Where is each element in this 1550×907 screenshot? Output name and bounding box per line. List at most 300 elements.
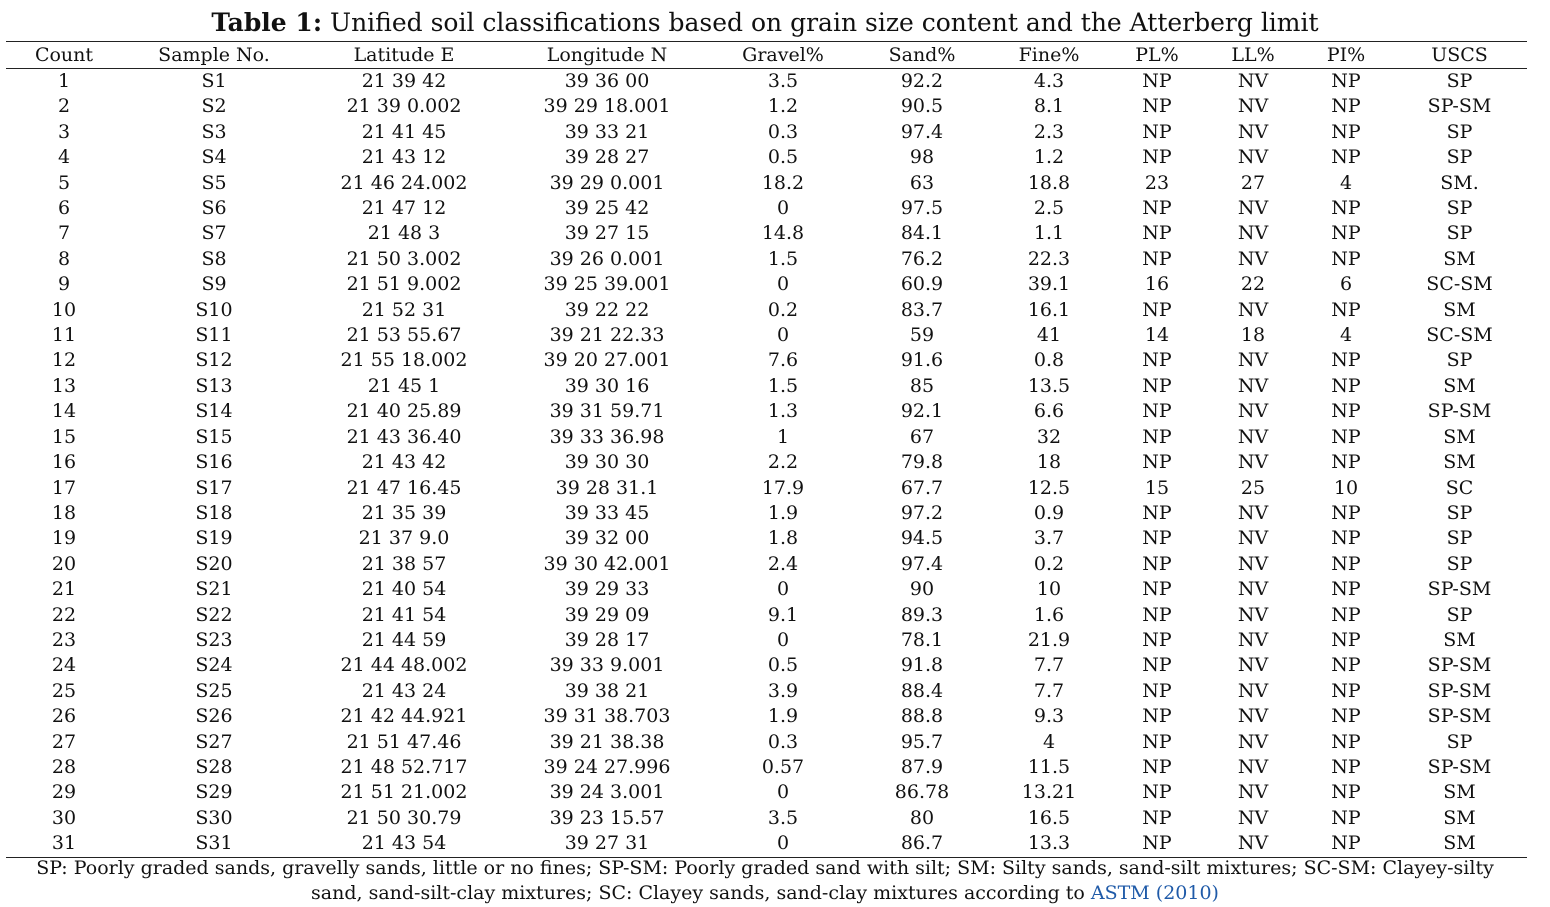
table-cell: NV xyxy=(1237,679,1269,702)
table-row xyxy=(6,196,1527,221)
table-cell: S10 xyxy=(195,298,233,321)
table-cell: 0.5 xyxy=(767,146,799,169)
table-cell: SP-SM xyxy=(1427,95,1492,118)
table-cell: SP-SM xyxy=(1427,400,1492,423)
table-cell: 1 xyxy=(57,70,71,92)
table-row xyxy=(6,476,1527,501)
table-cell: 4 xyxy=(57,146,71,169)
table-cell: 13 xyxy=(51,374,77,397)
table-cell: 14 xyxy=(51,400,77,423)
table-cell: 16 xyxy=(51,451,77,474)
table-cell: NP xyxy=(1142,705,1172,728)
table-cell: 16.1 xyxy=(1027,298,1071,321)
table-cell: 25 xyxy=(51,679,77,702)
table-cell: 18.2 xyxy=(761,171,805,194)
table-cell: SM. xyxy=(1440,171,1479,194)
table-cell: 25 xyxy=(1240,476,1266,499)
table-cell: 5 xyxy=(57,171,71,194)
table-cell: NP xyxy=(1142,247,1172,270)
table-cell: 2.5 xyxy=(1033,197,1065,220)
table-cell: 3.5 xyxy=(767,70,799,92)
table-cell: S20 xyxy=(195,552,233,575)
table-cell: 90.5 xyxy=(900,95,944,118)
table-cell: S16 xyxy=(195,451,233,474)
table-cell: NP xyxy=(1142,603,1172,626)
table-cell: NV xyxy=(1237,527,1269,550)
table-cell: 22.3 xyxy=(1027,247,1071,270)
table-cell: SM xyxy=(1443,298,1476,321)
table-cell: 39 26 0.001 xyxy=(549,247,665,270)
table-cell: 67.7 xyxy=(900,476,944,499)
table-cell: SP-SM xyxy=(1427,679,1492,702)
table-cell: 86.7 xyxy=(900,832,944,855)
table-cell: 1.3 xyxy=(767,400,799,423)
table-cell: NP xyxy=(1142,832,1172,855)
table-cell: NP xyxy=(1142,578,1172,601)
table-cell: 1 xyxy=(776,425,790,448)
table-cell: SP xyxy=(1446,120,1473,143)
table-cell: 21 40 54 xyxy=(361,578,447,601)
table-cell: NP xyxy=(1331,501,1361,524)
table-row xyxy=(6,323,1527,348)
table-cell: 26 xyxy=(51,705,77,728)
table-cell: 32 xyxy=(1036,425,1062,448)
table-cell: 21 43 42 xyxy=(361,451,447,474)
table-cell: NP xyxy=(1331,679,1361,702)
table-cell: NP xyxy=(1142,374,1172,397)
table-cell: 0.3 xyxy=(767,120,799,143)
table-cell: 21 35 39 xyxy=(361,501,447,524)
table-cell: 3.7 xyxy=(1033,527,1065,550)
table-cell: 39 30 30 xyxy=(564,451,650,474)
table-row xyxy=(6,501,1527,526)
table-row xyxy=(6,272,1527,297)
table-row xyxy=(6,730,1527,755)
table-row xyxy=(6,425,1527,450)
table-cell: 67 xyxy=(909,425,935,448)
table-cell: 1.1 xyxy=(1033,222,1065,245)
table-cell: 13.3 xyxy=(1027,832,1071,855)
table-cell: 97.2 xyxy=(900,501,944,524)
table-cell: NV xyxy=(1237,628,1269,651)
table-cell: 6.6 xyxy=(1033,400,1065,423)
table-row xyxy=(6,221,1527,246)
table-cell: NP xyxy=(1331,400,1361,423)
table-cell: 21 52 31 xyxy=(361,298,447,321)
table-cell: S1 xyxy=(201,70,227,92)
table-cell: 9.3 xyxy=(1033,705,1065,728)
table-cell: NP xyxy=(1142,349,1172,372)
table-cell: 23 xyxy=(1144,171,1170,194)
table-cell: NP xyxy=(1331,832,1361,855)
table-cell: NP xyxy=(1331,755,1361,778)
table-footnote xyxy=(10,856,1520,906)
table-caption: Unified soil classifications based on grain size content and the Atterberg limit xyxy=(322,8,1319,37)
table-cell: S2 xyxy=(201,95,227,118)
table-cell: SM xyxy=(1443,247,1476,270)
table-cell: 30 xyxy=(51,806,77,829)
table-cell: 94.5 xyxy=(900,527,944,550)
table-cell: SP-SM xyxy=(1427,654,1492,677)
table-cell: 0 xyxy=(776,197,790,220)
table-cell: 0 xyxy=(776,832,790,855)
table-cell: 88.4 xyxy=(900,679,944,702)
table-cell: 1.9 xyxy=(767,501,799,524)
table-cell: 98 xyxy=(909,146,935,169)
table-cell: NV xyxy=(1237,603,1269,626)
table-cell: S12 xyxy=(195,349,233,372)
table-cell: NV xyxy=(1237,451,1269,474)
table-cell: 18 xyxy=(51,501,77,524)
table-cell: 21 43 54 xyxy=(361,832,447,855)
table-row xyxy=(6,679,1527,704)
table-cell: 21 50 3.002 xyxy=(346,247,462,270)
table-cell: NP xyxy=(1331,451,1361,474)
table-cell: NP xyxy=(1331,781,1361,804)
table-cell: NP xyxy=(1142,451,1172,474)
table-cell: S11 xyxy=(195,324,233,347)
table-cell: S29 xyxy=(195,781,233,804)
table-cell: 16.5 xyxy=(1027,806,1071,829)
column-header: PI% xyxy=(1326,44,1366,66)
table-cell: 7.7 xyxy=(1033,654,1065,677)
table-row xyxy=(6,171,1527,196)
table-cell: 83.7 xyxy=(900,298,944,321)
table-cell: S22 xyxy=(195,603,233,626)
table-cell: 23 xyxy=(51,628,77,651)
table-cell: 39 31 38.703 xyxy=(543,705,671,728)
table-row xyxy=(6,298,1527,323)
table-cell: 21.9 xyxy=(1027,628,1071,651)
table-cell: S25 xyxy=(195,679,233,702)
table-cell: 21 51 47.46 xyxy=(346,730,462,753)
table-cell: SP xyxy=(1446,146,1473,169)
table-cell: 78.1 xyxy=(900,628,944,651)
table-cell: NP xyxy=(1331,552,1361,575)
table-cell: NP xyxy=(1331,527,1361,550)
table-cell: 21 44 48.002 xyxy=(340,654,468,677)
table-cell: NP xyxy=(1142,120,1172,143)
table-cell: 21 48 3 xyxy=(367,222,441,245)
table-cell: NP xyxy=(1331,349,1361,372)
table-cell: SM xyxy=(1443,628,1476,651)
table-cell: 2.3 xyxy=(1033,120,1065,143)
table-cell: 7 xyxy=(57,222,71,245)
table-cell: S7 xyxy=(201,222,227,245)
table-cell: 59 xyxy=(909,324,935,347)
table-cell: 21 37 9.0 xyxy=(358,527,450,550)
footnote-text: SP: Poorly graded sands, gravelly sands, little or no fines; SP-SM: Poorly graded sand with silt; SM: Silty sands, sand-silt mixtures; SC-SM: Clayey-silty sand, sand-silt-clay mixtures; SC: Clayey sands, sand-clay mixtures according to xyxy=(36,857,1494,904)
table-cell: 13.5 xyxy=(1027,374,1071,397)
table-cell: 18.8 xyxy=(1027,171,1071,194)
table-cell: SP xyxy=(1446,501,1473,524)
table-cell: 21 44 59 xyxy=(361,628,447,651)
table-cell: 10 xyxy=(51,298,77,321)
table-cell: 1.2 xyxy=(767,95,799,118)
table-label: Table 1: xyxy=(211,8,323,37)
column-header: Gravel% xyxy=(742,44,824,66)
table-cell: NV xyxy=(1237,781,1269,804)
table-cell: 28 xyxy=(51,755,77,778)
table-cell: 22 xyxy=(51,603,77,626)
table-cell: 21 55 18.002 xyxy=(340,349,468,372)
soil-classification-table xyxy=(6,41,1527,858)
table-cell: 39 32 00 xyxy=(564,527,650,550)
table-cell: NP xyxy=(1331,197,1361,220)
table-cell: NP xyxy=(1331,603,1361,626)
table-cell: 8.1 xyxy=(1033,95,1065,118)
table-cell: 8 xyxy=(57,247,71,270)
table-cell: NP xyxy=(1331,222,1361,245)
column-header: Sample No. xyxy=(158,44,270,66)
table-row xyxy=(6,755,1527,780)
table-cell: 39.1 xyxy=(1027,273,1071,296)
table-cell: S3 xyxy=(201,120,227,143)
table-cell: S5 xyxy=(201,171,227,194)
table-cell: 39 29 0.001 xyxy=(549,171,665,194)
table-cell: 0 xyxy=(776,781,790,804)
table-cell: NV xyxy=(1237,222,1269,245)
table-cell: NV xyxy=(1237,197,1269,220)
column-header: Sand% xyxy=(888,44,956,66)
table-cell: 22 xyxy=(1240,273,1266,296)
table-cell: S28 xyxy=(195,755,233,778)
astm-reference-link[interactable]: ASTM (2010) xyxy=(1090,882,1219,904)
table-cell: 0.5 xyxy=(767,654,799,677)
table-cell: NP xyxy=(1142,806,1172,829)
table-cell: 87.9 xyxy=(900,755,944,778)
table-cell: 95.7 xyxy=(900,730,944,753)
table-cell: 19 xyxy=(51,527,77,550)
table-cell: 39 28 17 xyxy=(564,628,650,651)
table-cell: 3 xyxy=(57,120,71,143)
table-cell: NV xyxy=(1237,654,1269,677)
table-cell: NV xyxy=(1237,552,1269,575)
table-cell: 1.8 xyxy=(767,527,799,550)
header-row xyxy=(6,42,1527,69)
table-cell: 21 43 24 xyxy=(361,679,447,702)
table-cell: 21 xyxy=(51,578,77,601)
table-cell: S18 xyxy=(195,501,233,524)
table-row xyxy=(6,603,1527,628)
table-cell: 39 25 42 xyxy=(564,197,650,220)
table-cell: 21 53 55.67 xyxy=(346,324,462,347)
table-cell: NP xyxy=(1142,755,1172,778)
table-cell: SP xyxy=(1446,222,1473,245)
table-cell: 14.8 xyxy=(761,222,805,245)
table-cell: NP xyxy=(1142,552,1172,575)
table-cell: 0 xyxy=(776,273,790,296)
table-cell: 39 27 31 xyxy=(564,832,650,855)
table-cell: 60.9 xyxy=(900,273,944,296)
table-cell: NP xyxy=(1142,781,1172,804)
table-cell: 0.2 xyxy=(767,298,799,321)
table-cell: NV xyxy=(1237,705,1269,728)
table-cell: SP xyxy=(1446,552,1473,575)
table-cell: SP xyxy=(1446,70,1473,92)
table-cell: 21 42 44.921 xyxy=(340,705,468,728)
table-cell: 4.3 xyxy=(1033,70,1065,92)
table-cell: 7.7 xyxy=(1033,679,1065,702)
table-cell: 21 41 45 xyxy=(361,120,447,143)
table-cell: 27 xyxy=(51,730,77,753)
table-cell: 9.1 xyxy=(767,603,799,626)
table-cell: 39 20 27.001 xyxy=(543,349,671,372)
table-cell: 39 33 36.98 xyxy=(549,425,665,448)
table-cell: SM xyxy=(1443,781,1476,804)
table-row xyxy=(6,806,1527,831)
table-header xyxy=(6,42,1527,69)
table-cell: SP-SM xyxy=(1427,705,1492,728)
table-cell: 39 21 38.38 xyxy=(549,730,665,753)
table-cell: 39 29 09 xyxy=(564,603,650,626)
table-cell: SP xyxy=(1446,197,1473,220)
table-cell: S17 xyxy=(195,476,233,499)
table-row xyxy=(6,831,1527,857)
table-cell: NV xyxy=(1237,806,1269,829)
column-header: Latitude E xyxy=(353,44,455,66)
table-row xyxy=(6,780,1527,805)
table-cell: 21 51 9.002 xyxy=(346,273,462,296)
table-cell: 0 xyxy=(776,578,790,601)
table-cell: 1.9 xyxy=(767,705,799,728)
table-cell: NP xyxy=(1331,425,1361,448)
table-cell: 21 45 1 xyxy=(367,374,441,397)
table-cell: 18 xyxy=(1036,451,1062,474)
table-row xyxy=(6,69,1527,95)
table-cell: 91.8 xyxy=(900,654,944,677)
table-cell: 39 21 22.33 xyxy=(549,324,665,347)
table-cell: NP xyxy=(1142,70,1172,92)
table-cell: 39 30 16 xyxy=(564,374,650,397)
table-cell: 15 xyxy=(51,425,77,448)
table-cell: 21 43 36.40 xyxy=(346,425,462,448)
table-cell: S13 xyxy=(195,374,233,397)
table-cell: 97.5 xyxy=(900,197,944,220)
table-cell: NP xyxy=(1331,298,1361,321)
table-cell: NV xyxy=(1237,374,1269,397)
table-cell: 1.5 xyxy=(767,247,799,270)
table-cell: NP xyxy=(1331,374,1361,397)
table-cell: 0.9 xyxy=(1033,501,1065,524)
table-cell: 21 46 24.002 xyxy=(340,171,468,194)
table-cell: 27 xyxy=(1240,171,1266,194)
table-cell: NV xyxy=(1237,730,1269,753)
table-cell: 12 xyxy=(51,349,77,372)
table-cell: S24 xyxy=(195,654,233,677)
table-row xyxy=(6,399,1527,424)
table-cell: SP-SM xyxy=(1427,578,1492,601)
table-row xyxy=(6,348,1527,373)
table-cell: 76.2 xyxy=(900,247,944,270)
table-cell: NP xyxy=(1331,70,1361,92)
table-cell: 39 23 15.57 xyxy=(549,806,665,829)
table-cell: 39 36 00 xyxy=(564,70,650,92)
table-cell: SM xyxy=(1443,832,1476,855)
table-cell: 3.9 xyxy=(767,679,799,702)
table-cell: SP xyxy=(1446,527,1473,550)
table-cell: NP xyxy=(1142,222,1172,245)
table-cell: 21 43 12 xyxy=(361,146,447,169)
table-cell: 1.6 xyxy=(1033,603,1065,626)
table-cell: 39 30 42.001 xyxy=(543,552,671,575)
table-cell: NP xyxy=(1142,654,1172,677)
table-cell: 88.8 xyxy=(900,705,944,728)
table-cell: NP xyxy=(1142,527,1172,550)
table-cell: 39 38 21 xyxy=(564,679,650,702)
table-cell: 39 29 18.001 xyxy=(543,95,671,118)
table-cell: 84.1 xyxy=(900,222,944,245)
table-cell: NV xyxy=(1237,146,1269,169)
table-cell: NP xyxy=(1331,146,1361,169)
table-cell: NP xyxy=(1331,806,1361,829)
table-cell: 7.6 xyxy=(767,349,799,372)
table-cell: 39 24 3.001 xyxy=(549,781,665,804)
table-cell: NV xyxy=(1237,400,1269,423)
column-header: LL% xyxy=(1231,44,1275,66)
table-cell: 0.8 xyxy=(1033,349,1065,372)
table-cell: 39 33 45 xyxy=(564,501,650,524)
table-cell: NP xyxy=(1142,628,1172,651)
table-cell: NV xyxy=(1237,120,1269,143)
table-cell: 90 xyxy=(909,578,935,601)
table-cell: NP xyxy=(1331,95,1361,118)
table-cell: S23 xyxy=(195,628,233,651)
table-row xyxy=(6,94,1527,119)
table-cell: 12.5 xyxy=(1027,476,1071,499)
table-cell: NP xyxy=(1331,247,1361,270)
table-cell: 9 xyxy=(57,273,71,296)
table-cell: 6 xyxy=(57,197,71,220)
table-row xyxy=(6,653,1527,678)
table-cell: 86.78 xyxy=(894,781,950,804)
table-cell: 39 28 31.1 xyxy=(555,476,659,499)
table-row xyxy=(6,628,1527,653)
table-cell: NV xyxy=(1237,425,1269,448)
table-cell: NP xyxy=(1331,120,1361,143)
table-cell: 4 xyxy=(1339,324,1353,347)
table-cell: 39 25 39.001 xyxy=(543,273,671,296)
table-cell: 1.2 xyxy=(1033,146,1065,169)
table-cell: 21 47 12 xyxy=(361,197,447,220)
table-cell: SP xyxy=(1446,730,1473,753)
table-cell: 39 33 9.001 xyxy=(549,654,665,677)
table-cell: 4 xyxy=(1339,171,1353,194)
table-cell: 0 xyxy=(776,628,790,651)
table-cell: 31 xyxy=(51,832,77,855)
table-cell: S27 xyxy=(195,730,233,753)
table-cell: 39 33 21 xyxy=(564,120,650,143)
table-cell: NP xyxy=(1142,400,1172,423)
table-cell: NP xyxy=(1142,679,1172,702)
table-cell: S8 xyxy=(201,247,227,270)
table-cell: SM xyxy=(1443,374,1476,397)
column-header: Fine% xyxy=(1018,44,1080,66)
table-cell: S14 xyxy=(195,400,233,423)
table-cell: 21 50 30.79 xyxy=(346,806,462,829)
table-cell: SC-SM xyxy=(1426,324,1493,347)
table-cell: 16 xyxy=(1144,273,1170,296)
table-cell: 21 40 25.89 xyxy=(346,400,462,423)
table-cell: NP xyxy=(1142,146,1172,169)
column-header: Count xyxy=(34,44,94,66)
table-cell: 63 xyxy=(909,171,935,194)
table-row xyxy=(6,145,1527,170)
table-cell: 29 xyxy=(51,781,77,804)
table-cell: NP xyxy=(1142,425,1172,448)
table-cell: NV xyxy=(1237,95,1269,118)
table-row xyxy=(6,374,1527,399)
